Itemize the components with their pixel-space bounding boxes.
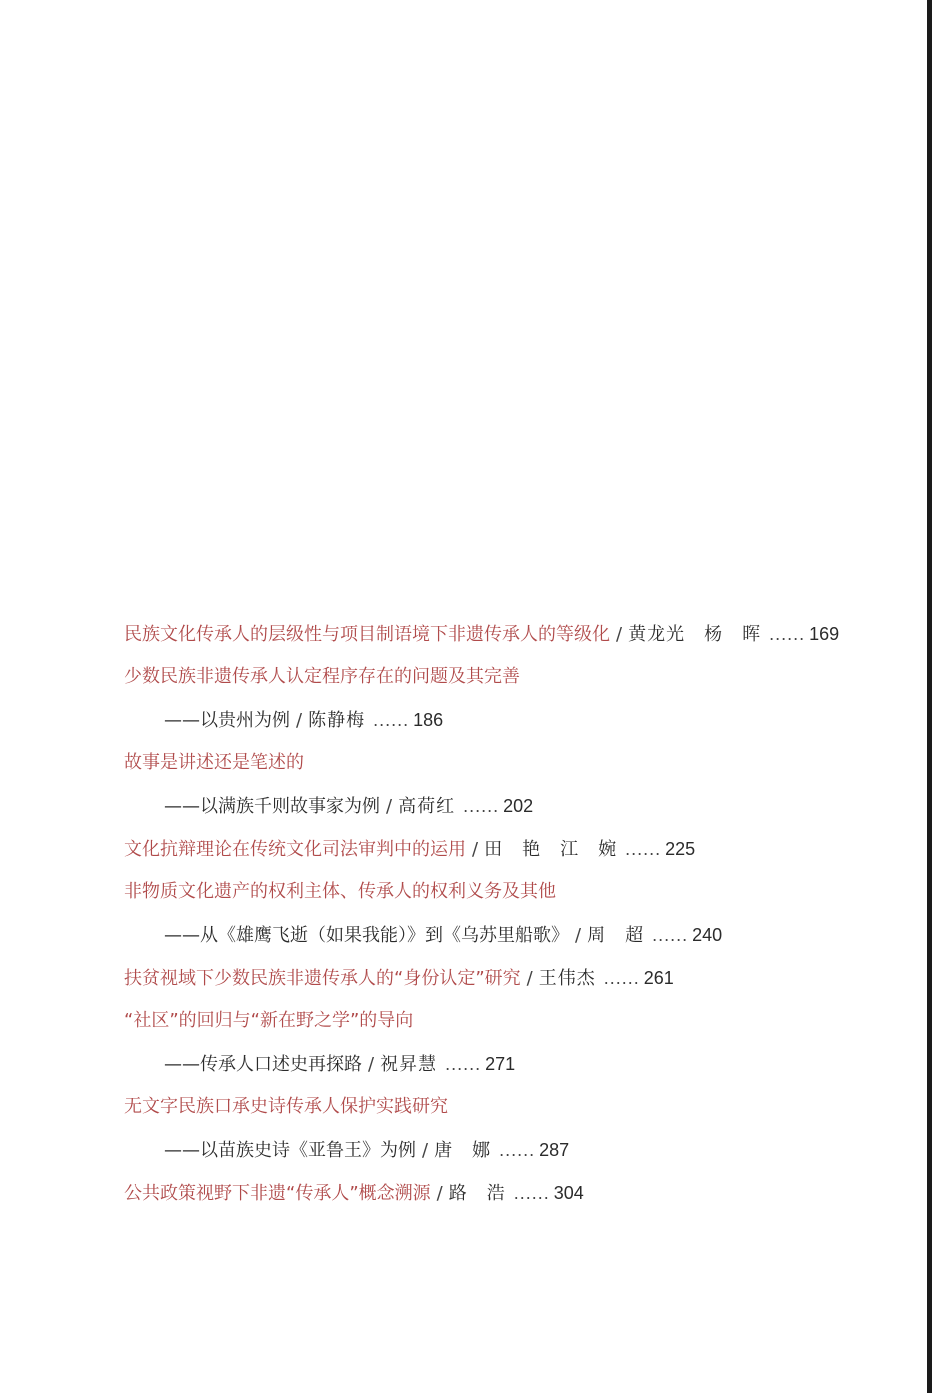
page-number: 240 [692, 925, 723, 945]
separator-slash: / [386, 796, 393, 817]
toc-entry-2-subtitle [124, 704, 914, 747]
toc-entry-5-subtitle [124, 919, 914, 962]
page-number: 304 [553, 1183, 584, 1203]
leader-dots: ...... [625, 839, 662, 859]
toc-entry-1 [124, 618, 914, 661]
leader-dots: ...... [499, 1140, 536, 1160]
leader-dots: ...... [769, 624, 806, 644]
leader-dots: ...... [463, 796, 500, 816]
entry-author: 陈静梅 [308, 710, 366, 731]
page-number: 287 [539, 1140, 570, 1160]
toc-entry-6 [124, 962, 914, 1005]
leader-dots: ...... [513, 1183, 550, 1203]
toc-entry-7-subtitle [124, 1048, 914, 1091]
page-edge-bar [927, 0, 932, 1393]
separator-slash: / [472, 839, 479, 860]
page-number: 202 [503, 796, 534, 816]
entry-author: 祝昇慧 [380, 1054, 438, 1075]
entry-author: 唐 娜 [434, 1140, 492, 1161]
separator-slash: / [436, 1183, 443, 1204]
entry-title: 民族文化传承人的层级性与项目制语境下非遗传承人的等级化 [124, 624, 610, 645]
entry-title: 少数民族非遗传承人认定程序存在的问题及其完善 [124, 666, 520, 687]
entry-title: 文化抗辩理论在传统文化司法审判中的运用 [124, 839, 466, 860]
toc-entry-2-title [124, 661, 914, 704]
page-number: 169 [809, 624, 840, 644]
toc-entry-3-title [124, 747, 914, 790]
entry-subtitle: ——从《雄鹰飞逝（如果我能）》到《乌苏里船歌》 [164, 925, 569, 946]
entry-author: 高荷红 [398, 796, 456, 817]
toc-entry-5-title [124, 876, 914, 919]
page-number: 271 [485, 1054, 516, 1074]
toc-entry-9 [124, 1177, 914, 1220]
separator-slash: / [575, 925, 582, 946]
entry-author: 周 超 [587, 925, 645, 946]
entry-subtitle: ——以贵州为例 [164, 710, 290, 731]
entry-subtitle: ——传承人口述史再探路 [164, 1054, 362, 1075]
leader-dots: ...... [603, 968, 640, 988]
entry-subtitle: ——以满族千则故事家为例 [164, 796, 380, 817]
table-of-contents [124, 618, 914, 1220]
entry-title: 扶贫视域下少数民族非遗传承人的“身份认定”研究 [124, 968, 521, 989]
page-number: 261 [643, 968, 674, 988]
entry-author: 田 艳 江 婉 [484, 839, 618, 860]
toc-entry-7-title [124, 1005, 914, 1048]
entry-subtitle: ——以苗族史诗《亚鲁王》为例 [164, 1140, 416, 1161]
entry-title: 故事是讲述还是笔述的 [124, 752, 304, 773]
separator-slash: / [526, 968, 533, 989]
entry-title: 非物质文化遗产的权利主体、传承人的权利义务及其他 [124, 881, 556, 902]
entry-author: 路 浩 [448, 1183, 506, 1204]
leader-dots: ...... [373, 710, 410, 730]
leader-dots: ...... [652, 925, 689, 945]
leader-dots: ...... [445, 1054, 482, 1074]
toc-entry-4 [124, 833, 914, 876]
separator-slash: / [368, 1054, 375, 1075]
toc-entry-3-subtitle [124, 790, 914, 833]
separator-slash: / [422, 1140, 429, 1161]
separator-slash: / [296, 710, 303, 731]
toc-entry-8-title [124, 1091, 914, 1134]
entry-author: 黄龙光 杨 晖 [628, 624, 762, 645]
separator-slash: / [616, 624, 623, 645]
toc-entry-8-subtitle [124, 1134, 914, 1177]
page-number: 186 [413, 710, 444, 730]
entry-title: “社区”的回归与“新在野之学”的导向 [124, 1010, 414, 1031]
entry-author: 王伟杰 [538, 968, 596, 989]
entry-title: 无文字民族口承史诗传承人保护实践研究 [124, 1096, 448, 1117]
entry-title: 公共政策视野下非遗“传承人”概念溯源 [124, 1183, 431, 1204]
page-number: 225 [665, 839, 696, 859]
